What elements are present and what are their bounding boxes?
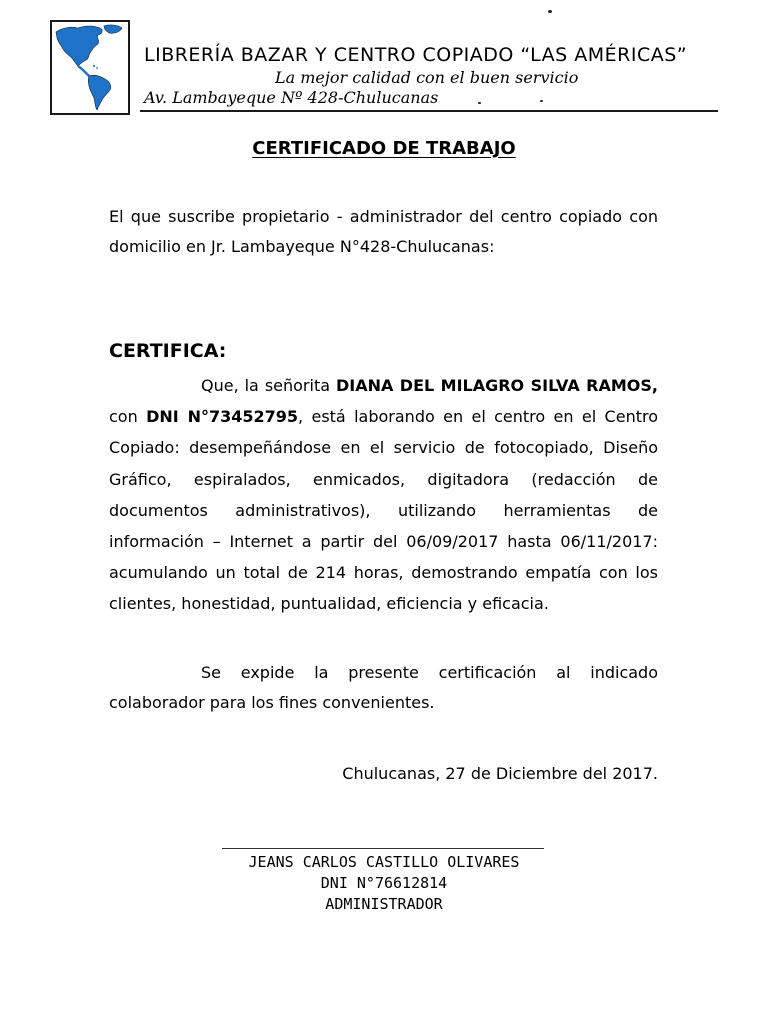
body-con: con	[109, 407, 147, 427]
letterhead-address: Av. Lambayeque Nº 428-Chulucanas	[144, 88, 439, 107]
scan-speck	[548, 10, 552, 13]
signature-line	[222, 848, 544, 849]
intro-paragraph: El que suscribe propietario - administrador del centro copiado con domicilio en Jr. Lambayeque N°428-Chulucanas:	[109, 207, 658, 256]
signature-block	[0, 852, 768, 915]
scan-speck	[478, 102, 481, 104]
letterhead-divider	[140, 110, 718, 112]
employee-dni: DNI N°73452795	[146, 407, 299, 427]
certifica-heading: CERTIFICA:	[109, 340, 227, 362]
body-rest: , está laborando en el centro en el Centro Copiado: desempeñándose en el servicio de fotocopiado, Diseño Gráfico, espiralados, enmicados, digitadora (redacción de documentos administrativos), utilizando herramientas de información – Internet a partir del 06/09/2017 hasta 06/11/2017: acumulando un total de 214 horas, demostrando empatía con los clientes, honestidad, puntualidad, eficiencia y eficacia.	[109, 407, 659, 614]
signatory-dni: DNI N°76612814	[320, 874, 448, 892]
signatory-role: ADMINISTRADOR	[325, 895, 443, 913]
document-title: CERTIFICADO DE TRABAJO	[252, 138, 516, 159]
place-date: Chulucanas, 27 de Diciembre del 2017.	[342, 764, 658, 783]
body-lead: Que, la señorita	[201, 376, 336, 395]
employee-name: DIANA DEL MILAGRO SILVA RAMOS,	[335, 376, 659, 395]
letterhead-slogan: La mejor calidad con el buen servicio	[275, 68, 579, 87]
letterhead-business-name: LIBRERÍA BAZAR Y CENTRO COPIADO “LAS AMÉRICAS”	[144, 44, 688, 66]
certification-body	[109, 370, 658, 620]
signatory-name: JEANS CARLOS CASTILLO OLIVARES	[248, 853, 520, 871]
closing-paragraph: Se expide la presente certificación al indicado colaborador para los fines convenientes.	[109, 663, 658, 712]
americas-map-logo-icon	[50, 20, 130, 115]
scan-speck	[540, 100, 543, 102]
